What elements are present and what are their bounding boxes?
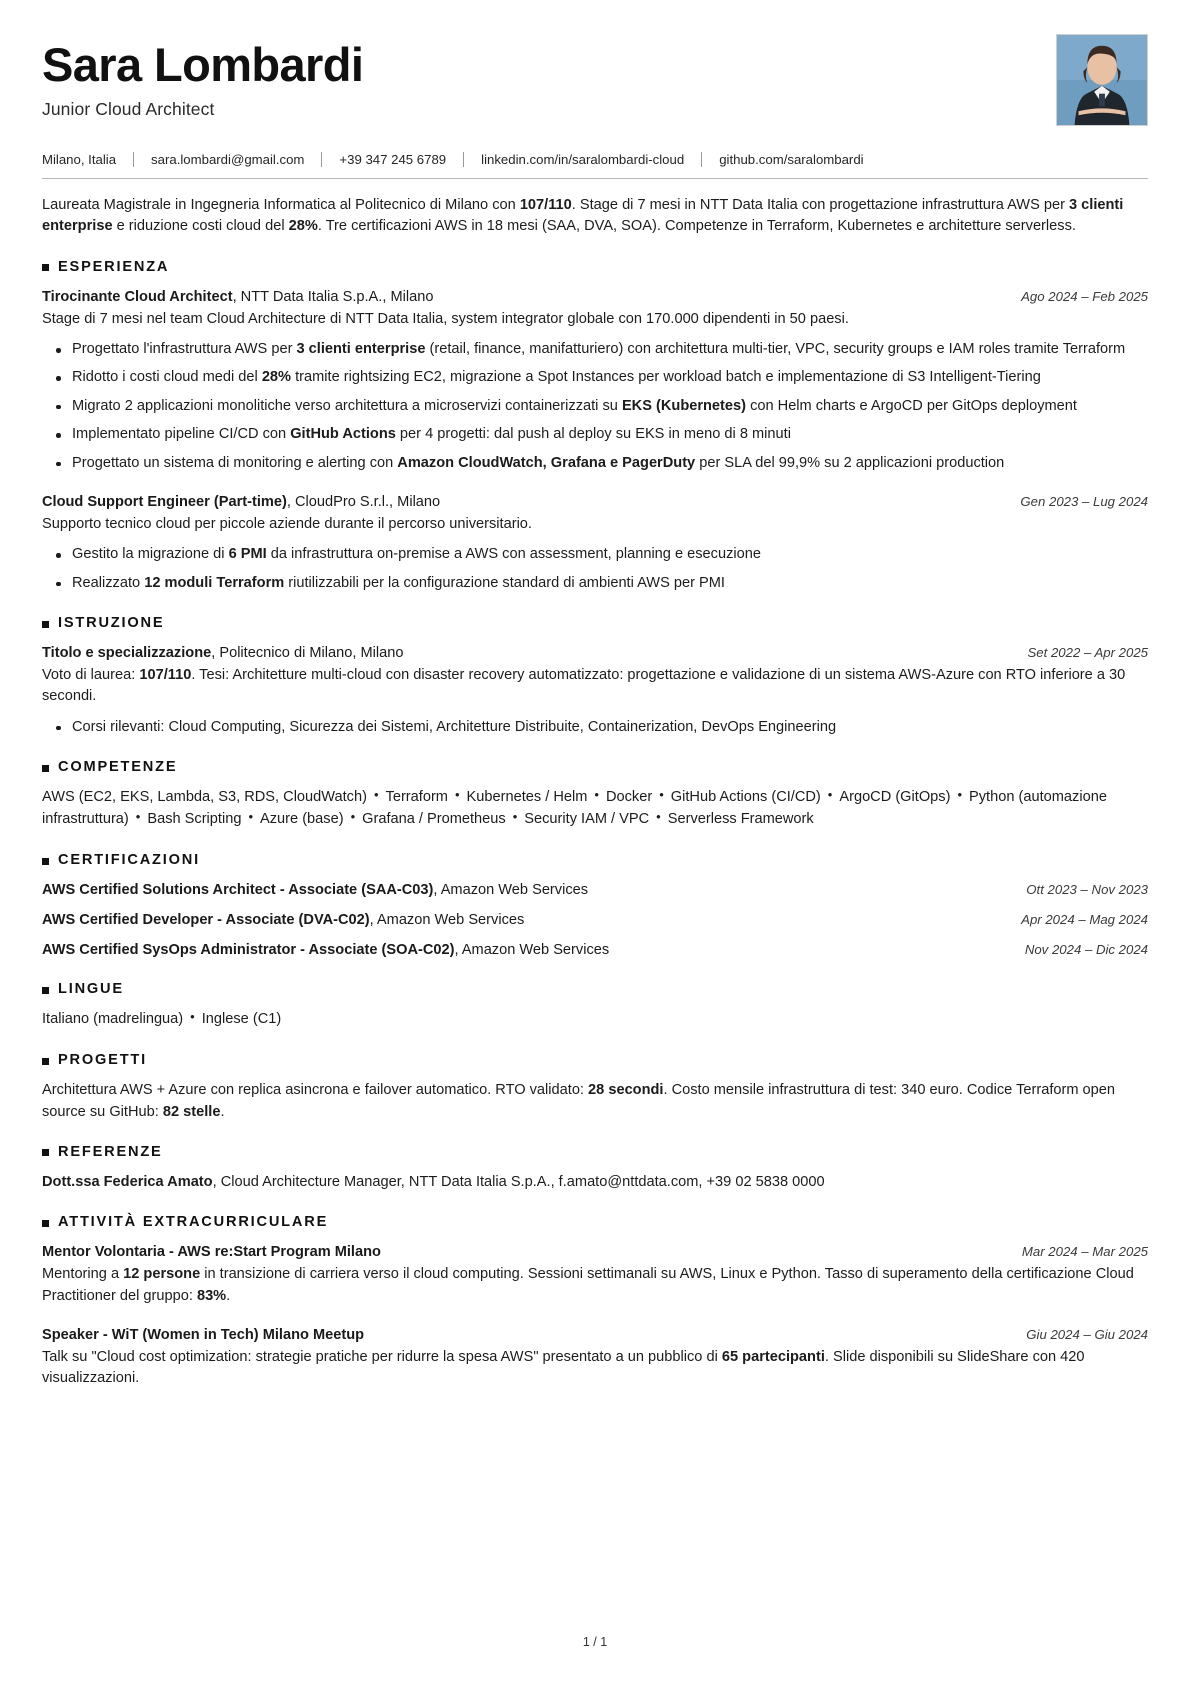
- section-title-extracurricular: ATTIVITÀ EXTRACURRICULARE: [58, 1214, 329, 1231]
- square-bullet-icon: [42, 858, 49, 865]
- section-certifications: [42, 852, 1148, 960]
- certification-row: [42, 940, 1148, 961]
- skill-item: Azure (base): [260, 811, 344, 828]
- section-header-languages: [42, 981, 1148, 997]
- dot-separator: •: [350, 809, 356, 825]
- extracurricular-entry-header: [42, 1242, 1148, 1263]
- contact-divider: [321, 152, 322, 167]
- skills-list: [42, 787, 1148, 831]
- experience-heading: [42, 287, 433, 308]
- education-desc-tail: . Tesi: Architetture multi-cloud con disaster recovery automatizzato: progettazione e validazione di un sistema AWS-Azure con RTO inferiore a 30 secondi.: [42, 666, 1126, 705]
- square-bullet-icon: [42, 987, 49, 994]
- education-heading: [42, 643, 403, 664]
- square-bullet-icon: [42, 1220, 49, 1227]
- summary-paragraph: [42, 195, 1148, 238]
- section-header-experience: [42, 259, 1148, 275]
- dot-separator: •: [248, 809, 254, 825]
- bullet-text-tail: tramite rightsizing EC2, migrazione a Spot Instances per workload batch e implementazione di S3 Intelligent-Tiering: [291, 369, 1041, 386]
- skill-item: GitHub Actions (CI/CD): [670, 789, 821, 806]
- section-header-references: [42, 1144, 1148, 1160]
- education-entry: [42, 643, 1148, 738]
- extra-text-1: Talk su "Cloud cost optimization: strategie pratiche per ridurre la spesa AWS" presentato a un pubblico di: [42, 1348, 722, 1365]
- extra-text-1: Mentoring a: [42, 1266, 124, 1283]
- certification-row: [42, 910, 1148, 931]
- page-number: 1 / 1: [582, 1635, 608, 1649]
- certification-row: [42, 880, 1148, 901]
- bullet-text: Progettato l'infrastruttura AWS per: [72, 341, 297, 358]
- extracurricular-entry: [42, 1242, 1148, 1307]
- bullet-text-tail: per 4 progetti: dal push al deploy su EKS in meno di 8 minuti: [395, 426, 791, 443]
- certification-heading: [42, 880, 588, 901]
- projects-text-2: . Costo mensile infrastruttura di test: 340 euro. Codice Terraform open source su GitHub:: [42, 1082, 1116, 1120]
- extracurricular-heading: [42, 1242, 381, 1263]
- dot-separator: •: [454, 787, 460, 803]
- dot-separator: •: [512, 809, 518, 825]
- dot-separator: •: [659, 787, 664, 803]
- bullet-bold: Amazon CloudWatch, Grafana e PagerDuty: [397, 454, 696, 471]
- bullet-text: Realizzato: [72, 574, 145, 591]
- dot-separator: •: [827, 787, 833, 803]
- bullet-bold: 12 moduli Terraform: [144, 574, 285, 591]
- section-references: [42, 1144, 1148, 1193]
- education-bullet-list: [42, 717, 1148, 738]
- education-school: , Politecnico di Milano, Milano: [211, 645, 404, 662]
- section-extracurricular: [42, 1214, 1148, 1389]
- experience-entry: [42, 287, 1148, 474]
- reference-name: Dott.ssa Federica Amato: [42, 1173, 213, 1190]
- section-header-extracurricular: [42, 1214, 1148, 1230]
- skill-item: Terraform: [385, 789, 448, 806]
- avatar: [1056, 34, 1148, 126]
- experience-entry: [42, 492, 1148, 594]
- square-bullet-icon: [42, 1058, 49, 1065]
- summary-bold-2: 3 clienti enterprise: [42, 197, 1124, 235]
- section-header-skills: [42, 759, 1148, 775]
- resume-header: [42, 34, 1148, 130]
- certification-name: AWS Certified Developer - Associate (DVA-C02): [42, 911, 370, 928]
- bullet-text-tail: per SLA del 99,9% su 2 applicazioni production: [695, 454, 1005, 471]
- list-item: [42, 573, 1148, 594]
- bullet-text-tail: (retail, finance, manifatturiero) con architettura multi-tier, VPC, security groups e IAM roles tramite Terraform: [425, 341, 1126, 358]
- language-item: Italiano (madrelingua): [42, 1011, 184, 1028]
- certification-date: Apr 2024 – Mag 2024: [1021, 911, 1148, 927]
- contact-phone[interactable]: +39 347 245 6789: [339, 152, 447, 167]
- certification-name: AWS Certified SysOps Administrator - Associate (SOA-C02): [42, 941, 455, 958]
- certification-date: Ott 2023 – Nov 2023: [1026, 882, 1148, 898]
- projects-text-1: Architettura AWS + Azure con replica asincrona e failover automatico. RTO validato:: [42, 1082, 589, 1099]
- header-identity: [42, 34, 363, 120]
- page-footer: [0, 1635, 1190, 1649]
- extra-text-3: .: [226, 1287, 231, 1304]
- skill-item: Grafana / Prometheus: [362, 811, 506, 828]
- bullet-text: Gestito la migrazione di: [72, 546, 229, 563]
- extracurricular-date: Giu 2024 – Giu 2024: [1026, 1327, 1148, 1343]
- summary-text-4: . Tre certificazioni AWS in 18 mesi (SAA, DVA, SOA). Competenze in Terraform, Kubernetes e architetture serverless.: [317, 218, 1076, 235]
- section-experience: [42, 259, 1148, 594]
- education-entry-header: [42, 643, 1148, 664]
- extra-bold-1: 65 partecipanti: [721, 1348, 825, 1365]
- dot-separator: •: [594, 787, 599, 803]
- list-item: Corsi rilevanti: Cloud Computing, Sicurezza dei Sistemi, Architetture Distribuite, Containerization, DevOps Engineering: [42, 717, 1148, 738]
- bullet-bold: 6 PMI: [228, 546, 267, 563]
- section-title-education: ISTRUZIONE: [58, 615, 165, 632]
- section-title-references: REFERENZE: [58, 1143, 163, 1160]
- section-header-projects: [42, 1052, 1148, 1068]
- experience-role: Tirocinante Cloud Architect: [42, 288, 233, 305]
- list-item: [42, 367, 1148, 388]
- projects-text-3: .: [220, 1103, 225, 1120]
- extracurricular-entry-header: [42, 1325, 1148, 1346]
- experience-company: , NTT Data Italia S.p.A., Milano: [232, 288, 434, 305]
- square-bullet-icon: [42, 621, 49, 628]
- certification-issuer: , Amazon Web Services: [433, 882, 589, 899]
- page-title: Sara Lombardi: [42, 38, 364, 91]
- bullet-text-tail: con Helm charts e ArgoCD per GitOps deployment: [746, 397, 1077, 414]
- extra-bold-2: 83%: [196, 1287, 227, 1304]
- section-languages: [42, 981, 1148, 1031]
- bullet-text-tail: riutilizzabili per la configurazione standard di ambienti AWS per PMI: [284, 574, 725, 591]
- education-date: Set 2022 – Apr 2025: [1027, 645, 1148, 661]
- experience-date: Gen 2023 – Lug 2024: [1020, 494, 1148, 510]
- reference-details: , Cloud Architecture Manager, NTT Data Italia S.p.A., f.amato@nttdata.com, +39 02 5838 0000: [212, 1173, 825, 1190]
- languages-list: [42, 1009, 1148, 1031]
- extra-text-2: . Slide disponibili su SlideShare con 420 visualizzazioni.: [42, 1348, 1085, 1387]
- experience-heading: [42, 492, 440, 513]
- certification-heading: [42, 910, 524, 931]
- language-item: Inglese (C1): [201, 1011, 282, 1028]
- certification-issuer: , Amazon Web Services: [454, 941, 610, 958]
- contact-divider: [463, 152, 464, 167]
- certification-date: Nov 2024 – Dic 2024: [1024, 941, 1148, 957]
- experience-description: Stage di 7 mesi nel team Cloud Architecture di NTT Data Italia, system integrator globale con 170.000 dipendenti in 50 paesi.: [42, 310, 849, 327]
- section-title-languages: LINGUE: [58, 981, 124, 998]
- section-title-projects: PROGETTI: [58, 1052, 147, 1069]
- contact-email[interactable]: sara.lombardi@gmail.com: [151, 152, 305, 167]
- list-item: [42, 339, 1148, 360]
- experience-entry-header: [42, 287, 1148, 308]
- bullet-bold: EKS (Kubernetes): [621, 397, 747, 414]
- extracurricular-entry: [42, 1325, 1148, 1390]
- certification-heading: [42, 940, 609, 961]
- skill-item: Security IAM / VPC: [524, 811, 650, 828]
- projects-paragraph: [42, 1080, 1148, 1123]
- bullet-bold: 28%: [261, 369, 292, 386]
- skill-item: Bash Scripting: [147, 811, 242, 828]
- dot-separator: •: [190, 1009, 195, 1025]
- extracurricular-description: [42, 1347, 1148, 1390]
- extra-text-2: in transizione di carriera verso il cloud computing. Sessioni settimanali su AWS, Linux e Python. Tasso di superamento della certificazione Cloud Practitioner del gruppo:: [42, 1266, 1134, 1304]
- section-education: [42, 615, 1148, 738]
- skill-item: ArgoCD (GitOps): [839, 789, 951, 806]
- bullet-text: Implementato pipeline CI/CD con: [72, 426, 291, 443]
- list-item: [42, 424, 1148, 445]
- section-header-education: [42, 615, 1148, 631]
- skill-item: Serverless Framework: [667, 811, 814, 828]
- dot-separator: •: [373, 787, 379, 803]
- job-title: Junior Cloud Architect: [42, 98, 215, 119]
- dot-separator: •: [135, 809, 141, 825]
- summary-bold-1: 107/110: [519, 197, 572, 213]
- skill-item: AWS (EC2, EKS, Lambda, S3, RDS, CloudWatch): [42, 789, 367, 806]
- education-description: [42, 665, 1148, 708]
- list-item: [42, 544, 1148, 565]
- bullet-bold: GitHub Actions: [290, 426, 396, 443]
- section-skills: [42, 759, 1148, 831]
- experience-company: , CloudPro S.r.l., Milano: [286, 494, 441, 511]
- experience-date: Ago 2024 – Feb 2025: [1021, 288, 1148, 304]
- contact-bar: [42, 152, 1148, 179]
- bullet-text: Ridotto i costi cloud medi del: [72, 369, 262, 386]
- extra-bold-1: 12 persone: [123, 1266, 201, 1283]
- bullet-text-tail: da infrastruttura on-premise a AWS con assessment, planning e esecuzione: [266, 546, 761, 563]
- experience-bullet-list: [42, 339, 1148, 474]
- dot-separator: •: [957, 787, 963, 803]
- education-grade: 107/110: [139, 666, 192, 683]
- bullet-text: Migrato 2 applicazioni monolitiche verso architettura a microservizi containerizzati su: [72, 397, 622, 414]
- contact-location: Milano, Italia: [42, 152, 117, 167]
- bullet-bold: 3 clienti enterprise: [296, 341, 426, 358]
- education-desc-text: Voto di laurea:: [42, 666, 140, 683]
- square-bullet-icon: [42, 765, 49, 772]
- extracurricular-heading: [42, 1325, 364, 1346]
- skill-item: Docker: [605, 789, 653, 806]
- contact-divider: [133, 152, 134, 167]
- section-title-skills: COMPETENZE: [58, 759, 178, 776]
- section-header-certifications: [42, 852, 1148, 868]
- square-bullet-icon: [42, 1149, 49, 1156]
- extracurricular-date: Mar 2024 – Mar 2025: [1021, 1244, 1148, 1260]
- experience-role: Cloud Support Engineer (Part-time): [42, 494, 287, 511]
- summary-text-1: Laureata Magistrale in Ingegneria Informatica al Politecnico di Milano con: [42, 197, 520, 213]
- square-bullet-icon: [42, 264, 49, 271]
- certification-issuer: , Amazon Web Services: [369, 911, 525, 928]
- contact-linkedin[interactable]: linkedin.com/in/saralombardi-cloud: [481, 152, 685, 167]
- dot-separator: •: [656, 809, 661, 825]
- experience-description: Supporto tecnico cloud per piccole aziende durante il percorso universitario.: [42, 515, 532, 532]
- certification-name: AWS Certified Solutions Architect - Associate (SAA-C03): [42, 882, 434, 899]
- skill-item: Python (automazione infrastruttura): [42, 789, 1107, 828]
- section-title-certifications: CERTIFICAZIONI: [58, 852, 200, 869]
- experience-entry-header: [42, 492, 1148, 513]
- extracurricular-title: Speaker - WiT (Women in Tech) Milano Meetup: [42, 1327, 365, 1344]
- contact-github[interactable]: github.com/saralombardi: [719, 152, 864, 167]
- section-title-experience: ESPERIENZA: [58, 258, 170, 275]
- summary-text-2: . Stage di 7 mesi in NTT Data Italia con progettazione infrastruttura AWS per: [571, 197, 1069, 213]
- contact-divider: [701, 152, 702, 167]
- list-item: [42, 396, 1148, 417]
- projects-bold-2: 82 stelle: [162, 1103, 221, 1120]
- skill-item: Kubernetes / Helm: [466, 789, 588, 806]
- list-item: [42, 453, 1148, 474]
- bullet-text: Progettato un sistema di monitoring e alerting con: [72, 454, 398, 471]
- extracurricular-description: [42, 1264, 1148, 1307]
- summary-text-3: e riduzione costi cloud del: [112, 218, 289, 235]
- extracurricular-title: Mentor Volontaria - AWS re:Start Program Milano: [42, 1244, 381, 1261]
- references-paragraph: [42, 1172, 1148, 1193]
- experience-bullet-list: [42, 544, 1148, 594]
- projects-bold-1: 28 secondi: [588, 1082, 664, 1099]
- summary-bold-3: 28%: [288, 218, 318, 235]
- section-projects: [42, 1052, 1148, 1123]
- education-degree: Titolo e specializzazione: [42, 645, 212, 662]
